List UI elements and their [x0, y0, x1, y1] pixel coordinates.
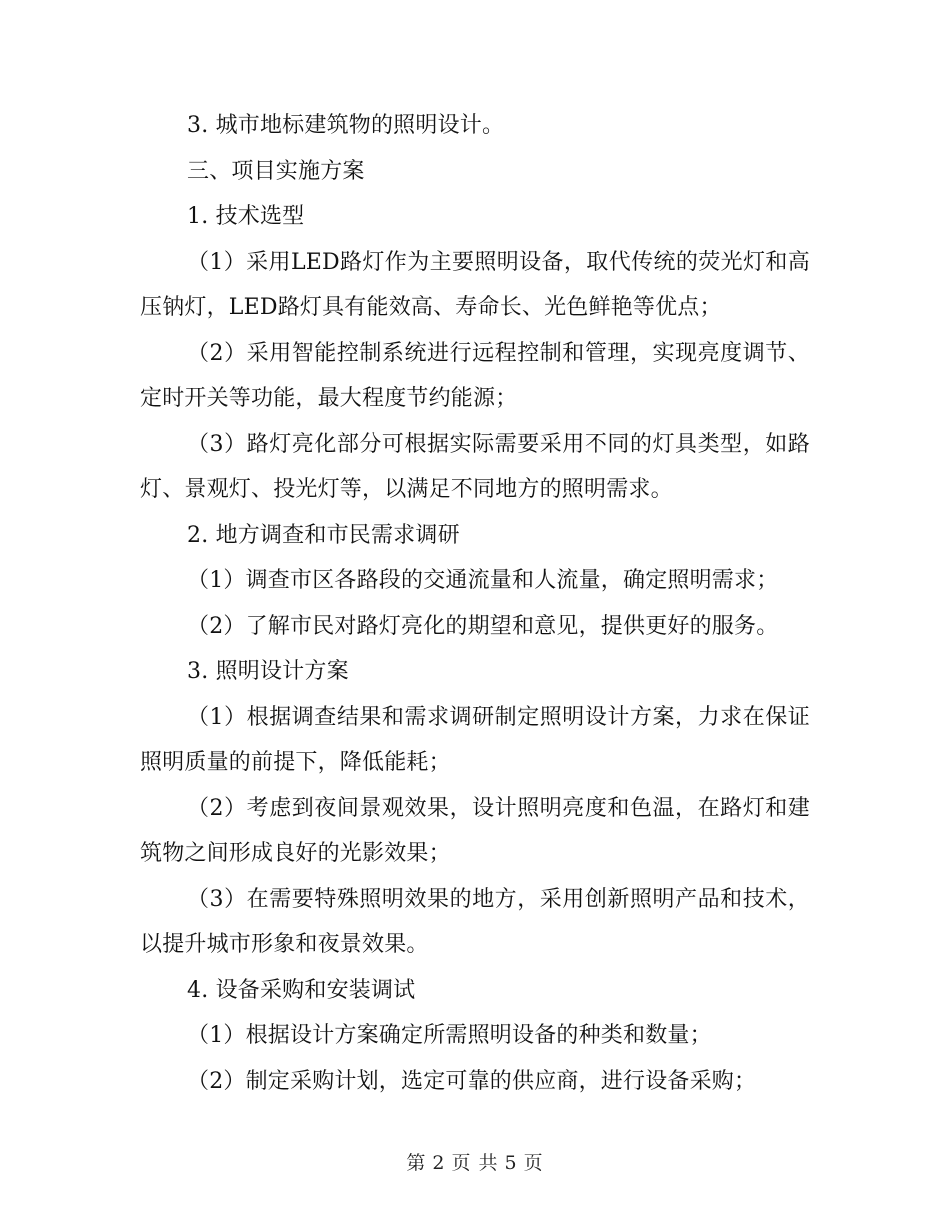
page-footer [0, 1148, 950, 1175]
heading-technology-selection: 1. 技术选型 [187, 204, 305, 229]
paragraph-purchase-plan: （2）制定采购计划，选定可靠的供应商，进行设备采购； [187, 1068, 757, 1094]
paragraph-citizen-opinion: （2）了解市民对路灯亮化的期望和意见，提供更好的服务。 [187, 613, 779, 639]
current-page-number: 2 [432, 1152, 446, 1174]
page-label-suffix: 页 [523, 1152, 544, 1174]
page-label-mid: 页 共 [451, 1152, 499, 1174]
total-pages-number: 5 [504, 1152, 518, 1174]
paragraph-led-lamps: （1）采用LED路灯作为主要照明设备，取代传统的荧光灯和高压钠灯，LED路灯具有能效高、寿命长、光色鲜艳等优点； [140, 249, 810, 320]
paragraph-smart-control: （2）采用智能控制系统进行远程控制和管理，实现亮度调节、定时开关等功能，最大程度节约能源； [140, 340, 810, 411]
paragraph-lamp-types: （3）路灯亮化部分可根据实际需要采用不同的灯具类型，如路灯、景观灯、投光灯等，以满足不同地方的照明需求。 [140, 431, 810, 502]
heading-implementation-plan: 三、项目实施方案 [187, 158, 365, 184]
paragraph-traffic-survey: （1）调查市区各路段的交通流量和人流量，确定照明需求； [187, 568, 779, 593]
paragraph-night-landscape: （2）考虑到夜间景观效果，设计照明亮度和色温，在路灯和建筑物之间形成良好的光影效果； [140, 795, 810, 866]
paragraph-landmark-lighting: 3. 城市地标建筑物的照明设计。 [187, 113, 505, 138]
paragraph-equipment-types: （1）根据设计方案确定所需照明设备的种类和数量； [187, 1023, 712, 1048]
paragraph-design-plan: （1）根据调查结果和需求调研制定照明设计方案，力求在保证照明质量的前提下，降低能耗； [140, 704, 810, 775]
heading-local-survey: 2. 地方调查和市民需求调研 [187, 522, 460, 548]
document-body [140, 103, 810, 1104]
heading-lighting-design: 3. 照明设计方案 [187, 659, 349, 684]
paragraph-special-lighting: （3）在需要特殊照明效果的地方，采用创新照明产品和技术，以提升城市形象和夜景效果。 [140, 886, 810, 957]
page-label-prefix: 第 [406, 1152, 427, 1174]
heading-procurement: 4. 设备采购和安装调试 [187, 977, 416, 1003]
